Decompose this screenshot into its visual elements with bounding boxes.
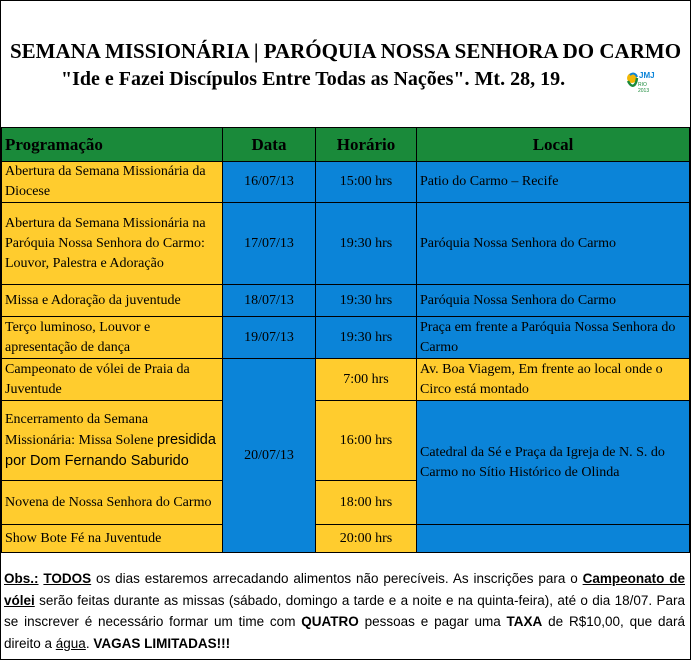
- cell-programacao: Terço luminoso, Louvor e apresentação de dança: [2, 317, 223, 359]
- taxa-text: TAXA: [506, 614, 543, 629]
- notes-text-1: os dias estaremos arrecadando alimentos não perecíveis. As inscrições para o: [91, 571, 583, 586]
- notes-text-3: pessoas e pagar uma: [358, 614, 507, 629]
- cell-horario: 18:00 hrs: [316, 481, 417, 525]
- header-data: Data: [223, 128, 316, 162]
- cell-programacao: Missa e Adoração da juventude: [2, 285, 223, 317]
- header-horario: Horário: [316, 128, 417, 162]
- quatro-text: QUATRO: [301, 614, 359, 629]
- jmj-logo: [625, 69, 659, 93]
- cell-local: Av. Boa Viagem, Em frente ao local onde o Circo está montado: [417, 359, 690, 401]
- table-row: [2, 285, 690, 317]
- cell-data: 18/07/13: [223, 285, 316, 317]
- table-row: [2, 317, 690, 359]
- header: [1, 1, 690, 127]
- cell-local-shared: Catedral da Sé e Praça da Igreja de N. S. do Carmo no Sítio Histórico de Olinda: [417, 401, 690, 525]
- table-row: [2, 401, 690, 481]
- cell-programacao: Campeonato de vólei de Praia da Juventude: [2, 359, 223, 401]
- cell-data: 16/07/13: [223, 162, 316, 203]
- cell-local-empty: [417, 525, 690, 553]
- cell-horario: 16:00 hrs: [316, 401, 417, 481]
- header-local: Local: [417, 128, 690, 162]
- cell-horario: 19:30 hrs: [316, 203, 417, 285]
- table-row: [2, 203, 690, 285]
- table-row: [2, 525, 690, 553]
- header-programacao: Programação: [2, 128, 223, 162]
- notes-text-2: serão feitas durante as missas (sábado, domingo a tarde e a noite e na quinta-feira), até o dia 18/07. Para se inscrever é necessário formar um time com: [4, 592, 685, 629]
- cell-data: 17/07/13: [223, 203, 316, 285]
- logo-text: JMJ: [639, 71, 655, 80]
- table-header-row: [2, 128, 690, 162]
- page-subtitle: "Ide e Fazei Discípulos Entre Todas as Nações". Mt. 28, 19.: [61, 68, 566, 90]
- cell-programacao: Novena de Nossa Senhora do Carmo: [2, 481, 223, 525]
- cell-programacao-part-b: presidida por Dom Fernando Saburido: [5, 431, 216, 469]
- vagas-text: VAGAS LIMITADAS!!!: [93, 635, 231, 651]
- cell-horario: 19:30 hrs: [316, 285, 417, 317]
- logo-subtext: RIO 2013: [638, 82, 650, 94]
- cell-programacao: [2, 401, 223, 481]
- schedule-table: [1, 127, 690, 553]
- obs-label: Obs.:: [4, 571, 39, 586]
- cell-horario: 20:00 hrs: [316, 525, 417, 553]
- cell-horario: 7:00 hrs: [316, 359, 417, 401]
- notes-text-5: .: [85, 635, 94, 651]
- page-title: SEMANA MISSIONÁRIA | PARÓQUIA NOSSA SENHORA DO CARMO: [9, 39, 682, 63]
- cell-local: Paróquia Nossa Senhora do Carmo: [417, 285, 690, 317]
- cell-programacao-part-a: Encerramento da Semana Missionária: Missa Solene: [5, 411, 154, 448]
- cell-local: Paróquia Nossa Senhora do Carmo: [417, 203, 690, 285]
- cell-data-shared: 20/07/13: [223, 359, 316, 553]
- cell-local: Praça em frente a Paróquia Nossa Senhora do Carmo: [417, 317, 690, 359]
- table-row: [2, 162, 690, 203]
- observations: [1, 564, 688, 658]
- notes-text-4: de R$10,00, que dará direito a: [4, 614, 685, 651]
- cell-programacao: Abertura da Semana Missionária na Paróquia Nossa Senhora do Carmo: Louvor, Palestra e Adoração: [2, 203, 223, 285]
- cell-programacao: Show Bote Fé na Juventude: [2, 525, 223, 553]
- cell-horario: 15:00 hrs: [316, 162, 417, 203]
- cell-programacao: Abertura da Semana Missionária da Diocese: [2, 162, 223, 203]
- cell-local: Patio do Carmo – Recife: [417, 162, 690, 203]
- agua-text: água: [55, 635, 86, 651]
- todos-text: TODOS: [43, 571, 92, 586]
- campeonato-text: Campeonato de vólei: [4, 571, 685, 608]
- table-row: [2, 359, 690, 401]
- cell-data: 19/07/13: [223, 317, 316, 359]
- cell-horario: 19:30 hrs: [316, 317, 417, 359]
